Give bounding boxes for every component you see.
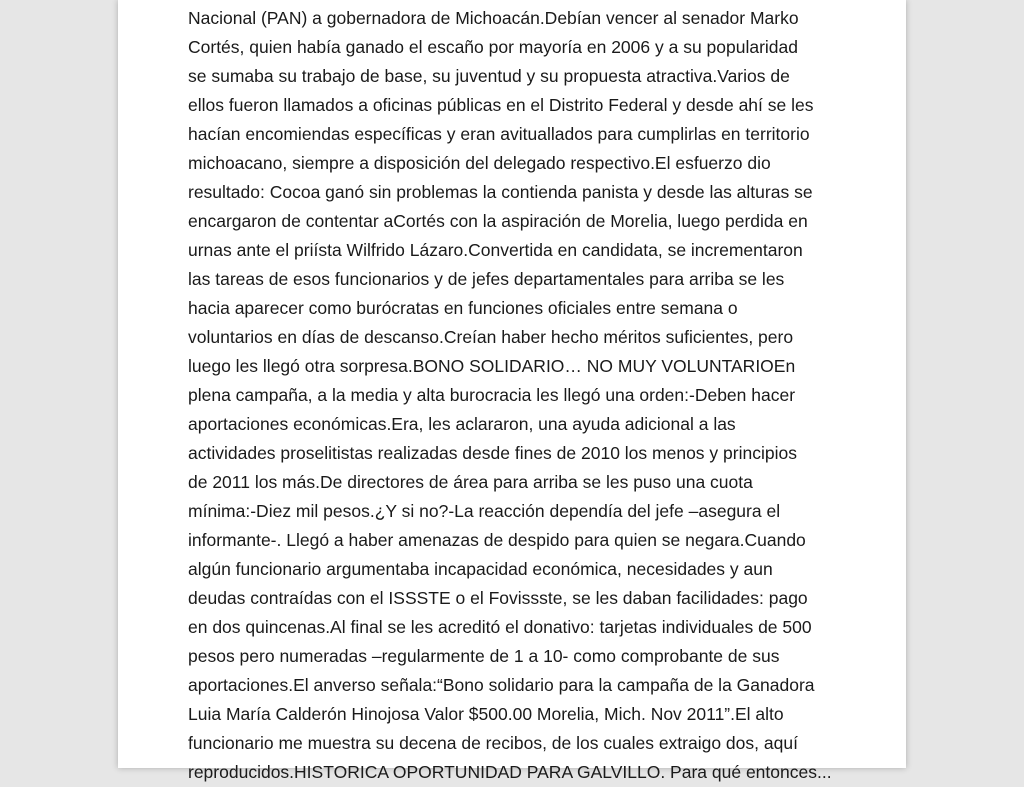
text-line: deudas contraídas con el ISSSTE o el Fovissste, se les daban facilidades: pago — [188, 588, 808, 608]
text-line: reproducidos.HISTORICA OPORTUNIDAD PARA GALVILLO. Para qué entonces... — [188, 762, 832, 782]
text-line: hacían encomiendas específicas y eran avituallados para cumplirlas en territorio — [188, 124, 810, 144]
text-line: Luia María Calderón Hinojosa Valor $500.00 Morelia, Mich. Nov 2011”.El alto — [188, 704, 784, 724]
text-line: urnas ante el priísta Wilfrido Lázaro.Convertida en candidata, se incrementaron — [188, 240, 803, 260]
text-line: en dos quincenas.Al final se les acreditó el donativo: tarjetas individuales de 500 — [188, 617, 812, 637]
text-line: pesos pero numeradas –regularmente de 1 a 10- como comprobante de sus — [188, 646, 780, 666]
text-line: Cortés, quien había ganado el escaño por mayoría en 2006 y a su popularidad — [188, 37, 799, 57]
text-line: plena campaña, a la media y alta burocracia les llegó una orden:-Deben hacer — [188, 385, 796, 405]
text-line: se sumaba su trabajo de base, su juventud y su propuesta atractiva.Varios de — [188, 66, 790, 86]
text-line: aportaciones.El anverso señala:“Bono solidario para la campaña de la Ganadora — [188, 675, 815, 695]
text-line: hacia aparecer como burócratas en funciones oficiales entre semana o — [188, 298, 738, 318]
text-line: funcionario me muestra su decena de recibos, de los cuales extraigo dos, aquí — [188, 733, 798, 753]
text-line: aportaciones económicas.Era, les aclararon, una ayuda adicional a las — [188, 414, 736, 434]
text-line: algún funcionario argumentaba incapacidad económica, necesidades y aun — [188, 559, 773, 579]
text-line: las tareas de esos funcionarios y de jefes departamentales para arriba se les — [188, 269, 785, 289]
text-line: resultado: Cocoa ganó sin problemas la contienda panista y desde las alturas se — [188, 182, 813, 202]
text-line: voluntarios en días de descanso.Creían haber hecho méritos suficientes, pero — [188, 327, 794, 347]
document-page — [118, 0, 906, 782]
text-line: de 2011 los más.De directores de área para arriba se les puso una cuota — [188, 472, 753, 492]
text-line: informante-. Llegó a haber amenazas de despido para quien se negara.Cuando — [188, 530, 806, 550]
article-body — [188, 4, 848, 787]
text-line: actividades proselitistas realizadas desde fines de 2010 los menos y principios — [188, 443, 797, 463]
text-line: michoacano, siempre a disposición del delegado respectivo.El esfuerzo dio — [188, 153, 771, 173]
text-line: encargaron de contentar aCortés con la aspiración de Morelia, luego perdida en — [188, 211, 808, 231]
text-line: ellos fueron llamados a oficinas públicas en el Distrito Federal y desde ahí se les — [188, 95, 814, 115]
text-line: Nacional (PAN) a gobernadora de Michoacán.Debían vencer al senador Marko — [188, 8, 799, 28]
text-line: mínima:-Diez mil pesos.¿Y si no?-La reacción dependía del jefe –asegura el — [188, 501, 781, 521]
text-line: luego les llegó otra sorpresa.BONO SOLIDARIO… NO MUY VOLUNTARIOEn — [188, 356, 796, 376]
